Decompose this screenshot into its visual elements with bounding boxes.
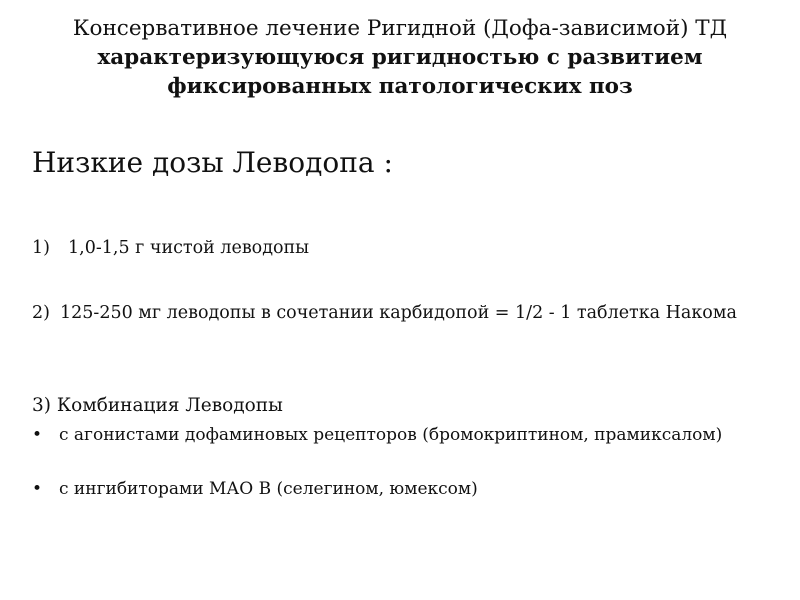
- bullet-item-2: [32, 478, 732, 501]
- title-line-1: Консервативное лечение Ригидной (Дофа-зависимой) ТД: [72, 16, 728, 41]
- bullet-text: с агонистами дофаминовых рецепторов (бромокриптином, прамиксалом): [59, 425, 723, 445]
- bullet-item-1: [32, 424, 732, 447]
- numbered-item-2: [32, 301, 777, 326]
- title-line-2: характеризующуюся ригидностью с развитием: [97, 45, 703, 70]
- item-text: 1,0-1,5 г чистой леводопы: [68, 238, 310, 258]
- bullet-text: с ингибиторами МАО В (селегином, юмексом): [59, 479, 478, 499]
- bullet-marker: •: [32, 479, 43, 499]
- item-text: 125-250 мг леводопы в сочетании карбидопой = 1/2 - 1 таблетка Накома: [60, 303, 737, 323]
- item-marker: 1): [32, 238, 50, 258]
- combination-heading: 3) Комбинация Леводопы: [32, 395, 283, 416]
- bullet-marker: •: [32, 425, 43, 445]
- item-marker: 2): [32, 303, 50, 323]
- numbered-item-1: [32, 236, 777, 261]
- subheading: Низкие дозы Леводопа :: [32, 146, 393, 179]
- title-line-3: фиксированных патологических поз: [167, 74, 633, 99]
- slide-title: [20, 14, 780, 101]
